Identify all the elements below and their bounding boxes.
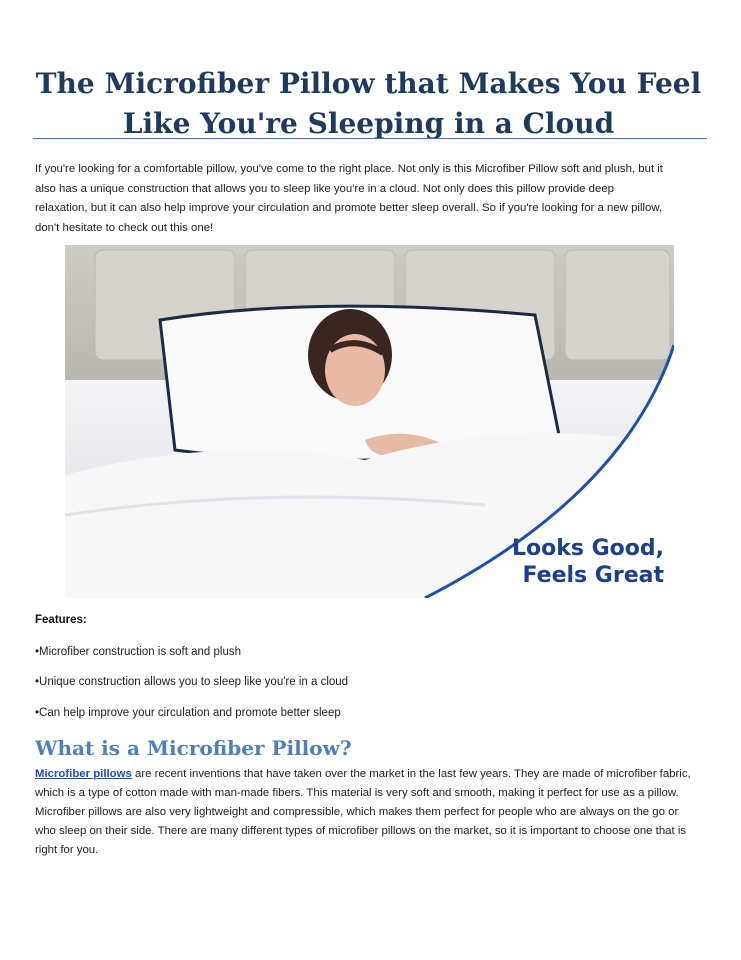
intro-paragraph: If you're looking for a comfortable pillow, you've come to the right place. Not only is this Microfiber Pillow soft and plush, but it also has a unique construction that allows you to sleep like you're in a cloud. Not only does this pillow provide deep relaxation, but it can also help improve your circulation and promote better sleep overall. So if you're looking for a new pillow, don't hesitate to check out this one! bbox=[35, 163, 663, 234]
section-heading: What is a Microfiber Pillow? bbox=[35, 736, 352, 760]
title-divider bbox=[33, 138, 707, 139]
feature-item: •Unique construction allows you to sleep like you're in a cloud bbox=[35, 676, 349, 688]
microfiber-pillows-link[interactable]: Microfiber pillows bbox=[35, 768, 132, 780]
features-heading: Features: bbox=[35, 614, 87, 626]
article-title: The Microfiber Pillow that Makes You Feel Like You're Sleeping in a Cloud bbox=[35, 67, 702, 140]
hero-caption-line-2: Feels Great bbox=[522, 563, 664, 588]
section-paragraph bbox=[35, 765, 697, 860]
hero-image bbox=[65, 245, 674, 598]
hero-caption-line-1: Looks Good, bbox=[511, 536, 664, 561]
hero-caption bbox=[512, 535, 664, 589]
feature-item: •Can help improve your circulation and promote better sleep bbox=[35, 707, 341, 719]
feature-item: •Microfiber construction is soft and plush bbox=[35, 646, 242, 658]
section-paragraph-text: are recent inventions that have taken over the market in the last few years. They are made of microfiber fabric, which is a type of cotton made with man-made fibers. This material is very soft and smooth, making it perfect for use as a pillow. Microfiber pillows are also very lightweight and compressible, which makes them perfect for people who are always on the go or who sleep on their side. There are many different types of microfiber pillows on the market, so it is important to choose one that is right for you. bbox=[35, 768, 691, 856]
